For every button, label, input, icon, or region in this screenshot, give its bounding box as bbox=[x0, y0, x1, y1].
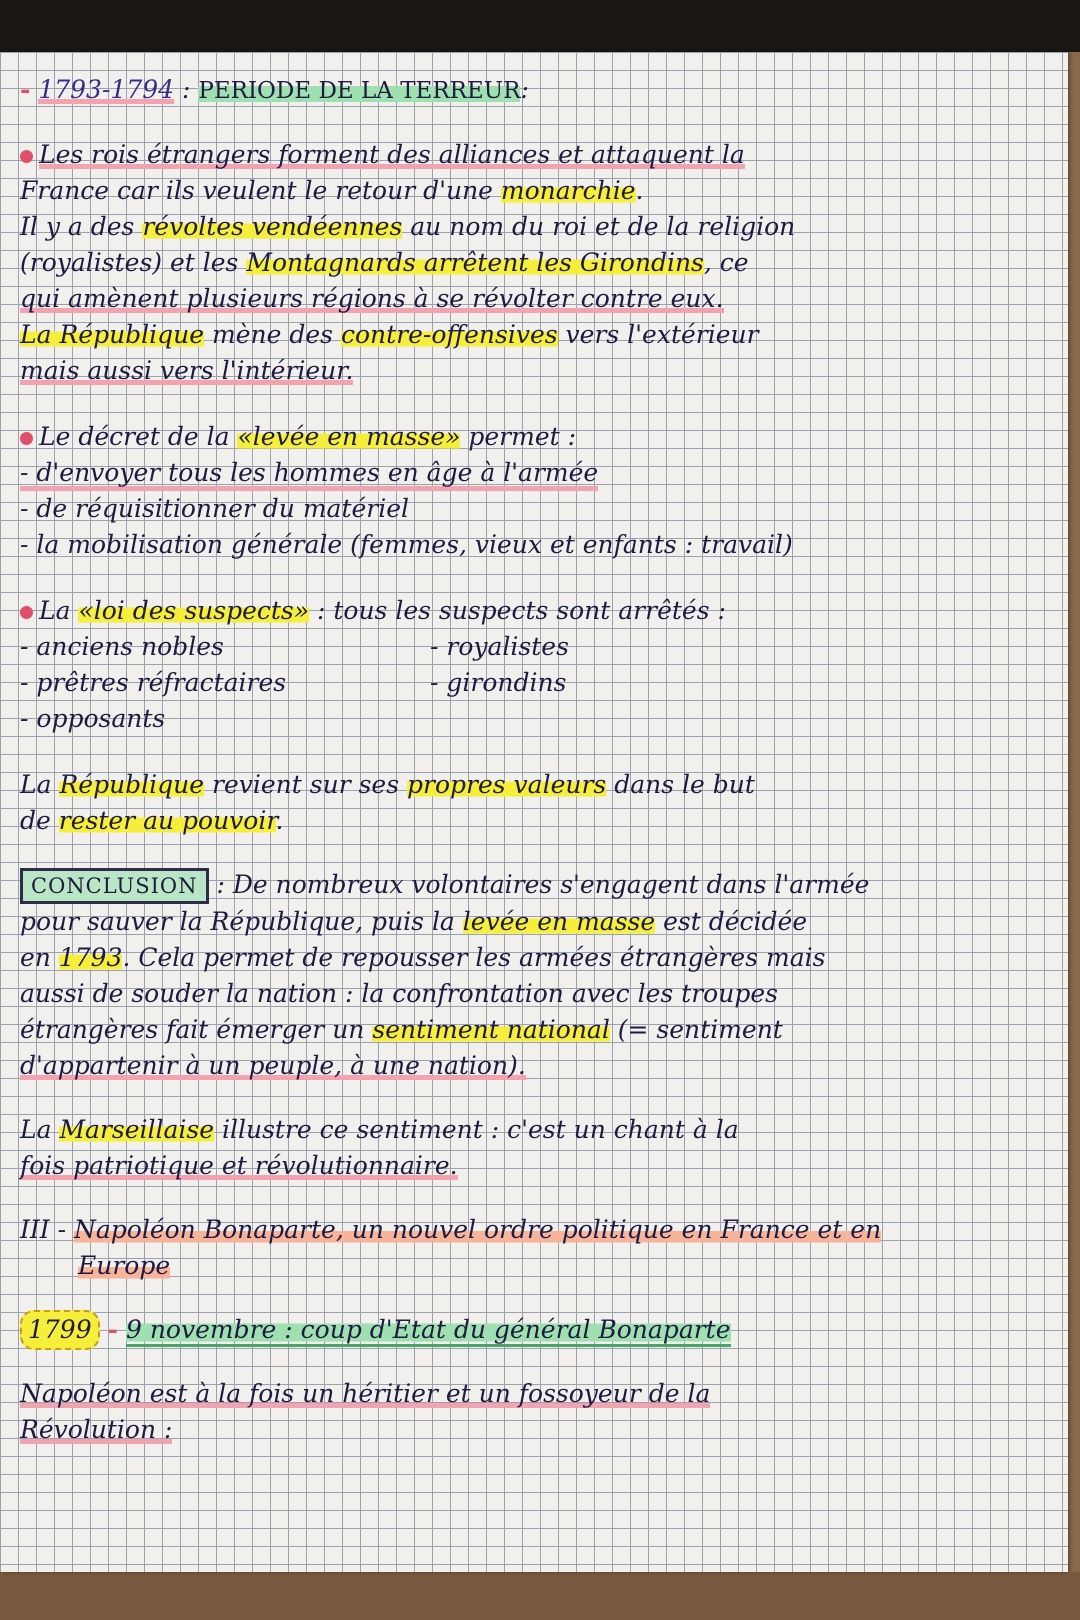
heading-dash: - bbox=[20, 75, 31, 104]
conclusion-label: CONCLUSION bbox=[20, 868, 209, 904]
para1-line-6 bbox=[20, 317, 1050, 353]
conclusion-text: . Cela permet de repousser les armées étrangères mais bbox=[122, 943, 826, 972]
decree-intro bbox=[20, 419, 1050, 455]
suspects-item: - royalistes bbox=[430, 632, 569, 661]
grid-paper-sheet bbox=[0, 52, 1068, 1572]
suspects-highlight: «loi des suspects» bbox=[78, 596, 310, 625]
conclusion-highlight: sentiment national bbox=[372, 1015, 610, 1044]
suspects-intro bbox=[20, 593, 1050, 629]
suspects-row-3 bbox=[20, 701, 1050, 737]
republic-line-2 bbox=[20, 803, 1050, 839]
marseillaise-line-2 bbox=[20, 1148, 1050, 1184]
bullet-icon bbox=[20, 606, 33, 619]
para1-text: France car ils veulent le retour d'une bbox=[20, 176, 501, 205]
conclusion-text: : De nombreux volontaires s'engagent dans l'armée bbox=[216, 870, 870, 899]
republic-text: de bbox=[20, 806, 59, 835]
para1-highlight: contre-offensives bbox=[340, 320, 558, 349]
closing-text: Révolution : bbox=[20, 1415, 173, 1444]
para1-line-7 bbox=[20, 353, 1050, 389]
conclusion-line-1 bbox=[20, 867, 1050, 904]
para1-highlight: monarchie bbox=[500, 176, 636, 205]
suspects-row-1 bbox=[20, 629, 1050, 665]
conclusion-highlight: levée en masse bbox=[462, 907, 656, 936]
conclusion-text: aussi de souder la nation : la confrontation avec les troupes bbox=[20, 979, 778, 1008]
suspects-item: - anciens nobles bbox=[20, 632, 224, 661]
suspects-item: - girondins bbox=[430, 668, 567, 697]
republic-highlight: République bbox=[59, 770, 205, 799]
marseillaise-text: fois patriotique et révolutionnaire. bbox=[20, 1151, 458, 1180]
bullet-icon bbox=[20, 150, 33, 163]
decree-text: Le décret de la bbox=[39, 422, 238, 451]
para1-text: (royalistes) et les bbox=[20, 248, 247, 277]
para1-text: Il y a des bbox=[20, 212, 143, 241]
section3-title-line-2 bbox=[20, 1248, 1050, 1284]
marseillaise-line-1 bbox=[20, 1112, 1050, 1148]
decree-item: - la mobilisation générale (femmes, vieux et enfants : travail) bbox=[20, 530, 793, 559]
para1-line-2 bbox=[20, 173, 1050, 209]
suspects-row-2 bbox=[20, 665, 1050, 701]
para1-text: Les rois étrangers forment des alliances et attaquent la bbox=[39, 140, 745, 169]
para1-highlight: Montagnards arrêtent les Girondins bbox=[246, 248, 704, 277]
conclusion-highlight: 1793 bbox=[58, 943, 123, 972]
suspects-item: - prêtres réfractaires bbox=[20, 668, 287, 697]
suspects-text: : tous les suspects sont arrêtés : bbox=[309, 596, 726, 625]
conclusion-text: d'appartenir à un peuple, à une nation). bbox=[20, 1051, 526, 1080]
conclusion-text: est décidée bbox=[655, 907, 808, 936]
marseillaise-text: illustre ce sentiment : c'est un chant à la bbox=[214, 1115, 739, 1144]
heading-dates: 1793-1794 bbox=[38, 75, 175, 104]
republic-highlight: rester au pouvoir bbox=[58, 806, 276, 835]
event-year-badge: 1799 bbox=[20, 1310, 100, 1350]
republic-text: . bbox=[275, 806, 284, 835]
conclusion-line-5 bbox=[20, 1012, 1050, 1048]
para1-text: mais aussi vers l'intérieur. bbox=[20, 356, 354, 385]
section3-title-line-1 bbox=[20, 1212, 1050, 1248]
background-top bbox=[0, 0, 1080, 52]
conclusion-line-4 bbox=[20, 976, 1050, 1012]
closing-line-1 bbox=[20, 1376, 1050, 1412]
republic-text: La bbox=[20, 770, 60, 799]
suspects-item: - opposants bbox=[20, 704, 166, 733]
conclusion-line-3 bbox=[20, 940, 1050, 976]
republic-text: dans le but bbox=[606, 770, 755, 799]
para1-text: qui amènent plusieurs régions à se révolter contre eux. bbox=[20, 284, 724, 313]
heading-title: PERIODE DE LA TERREUR bbox=[198, 78, 521, 104]
section3-title: Europe bbox=[78, 1251, 171, 1280]
event-dash: - bbox=[107, 1315, 119, 1344]
heading-line bbox=[20, 72, 1050, 109]
conclusion-text: étrangères fait émerger un bbox=[20, 1015, 373, 1044]
notes-content bbox=[20, 72, 1050, 1448]
para1-highlight: révoltes vendéennes bbox=[142, 212, 403, 241]
event-text: 9 novembre : coup d'Etat du général Bonaparte bbox=[126, 1315, 731, 1347]
heading-sep: : bbox=[182, 75, 191, 104]
conclusion-line-2 bbox=[20, 904, 1050, 940]
para1-text: vers l'extérieur bbox=[557, 320, 759, 349]
para1-text: mène des bbox=[204, 320, 341, 349]
closing-text: Napoléon est à la fois un héritier et un fossoyeur de la bbox=[20, 1379, 711, 1408]
decree-item: - de réquisitionner du matériel bbox=[20, 494, 410, 523]
event-line bbox=[20, 1310, 1050, 1350]
closing-line-2 bbox=[20, 1412, 1050, 1448]
decree-text: permet : bbox=[460, 422, 577, 451]
para1-line-4 bbox=[20, 245, 1050, 281]
background-bottom bbox=[0, 1572, 1080, 1620]
republic-highlight: propres valeurs bbox=[407, 770, 607, 799]
conclusion-text: (= sentiment bbox=[609, 1015, 783, 1044]
republic-text: revient sur ses bbox=[204, 770, 408, 799]
para1-highlight: La République bbox=[20, 320, 205, 349]
para1-line-1 bbox=[20, 137, 1050, 173]
marseillaise-text: La bbox=[20, 1115, 60, 1144]
decree-highlight: «levée en masse» bbox=[237, 422, 461, 451]
para1-line-3 bbox=[20, 209, 1050, 245]
bullet-icon bbox=[20, 432, 33, 445]
republic-line-1 bbox=[20, 767, 1050, 803]
section3-title: Napoléon Bonaparte, un nouvel ordre politique en France et en bbox=[73, 1215, 882, 1244]
para1-text: . bbox=[635, 176, 644, 205]
conclusion-text: en bbox=[20, 943, 59, 972]
heading-colon: : bbox=[520, 75, 529, 104]
suspects-text: La bbox=[39, 596, 79, 625]
marseillaise-highlight: Marseillaise bbox=[59, 1115, 215, 1144]
para1-text: , ce bbox=[703, 248, 749, 277]
conclusion-line-6 bbox=[20, 1048, 1050, 1084]
decree-item: - d'envoyer tous les hommes en âge à l'armée bbox=[20, 455, 598, 491]
conclusion-text: pour sauver la République, puis la bbox=[20, 907, 463, 936]
section3-number: III - bbox=[20, 1215, 67, 1244]
para1-line-5 bbox=[20, 281, 1050, 317]
background-right bbox=[1068, 52, 1080, 1572]
para1-text: au nom du roi et de la religion bbox=[402, 212, 796, 241]
